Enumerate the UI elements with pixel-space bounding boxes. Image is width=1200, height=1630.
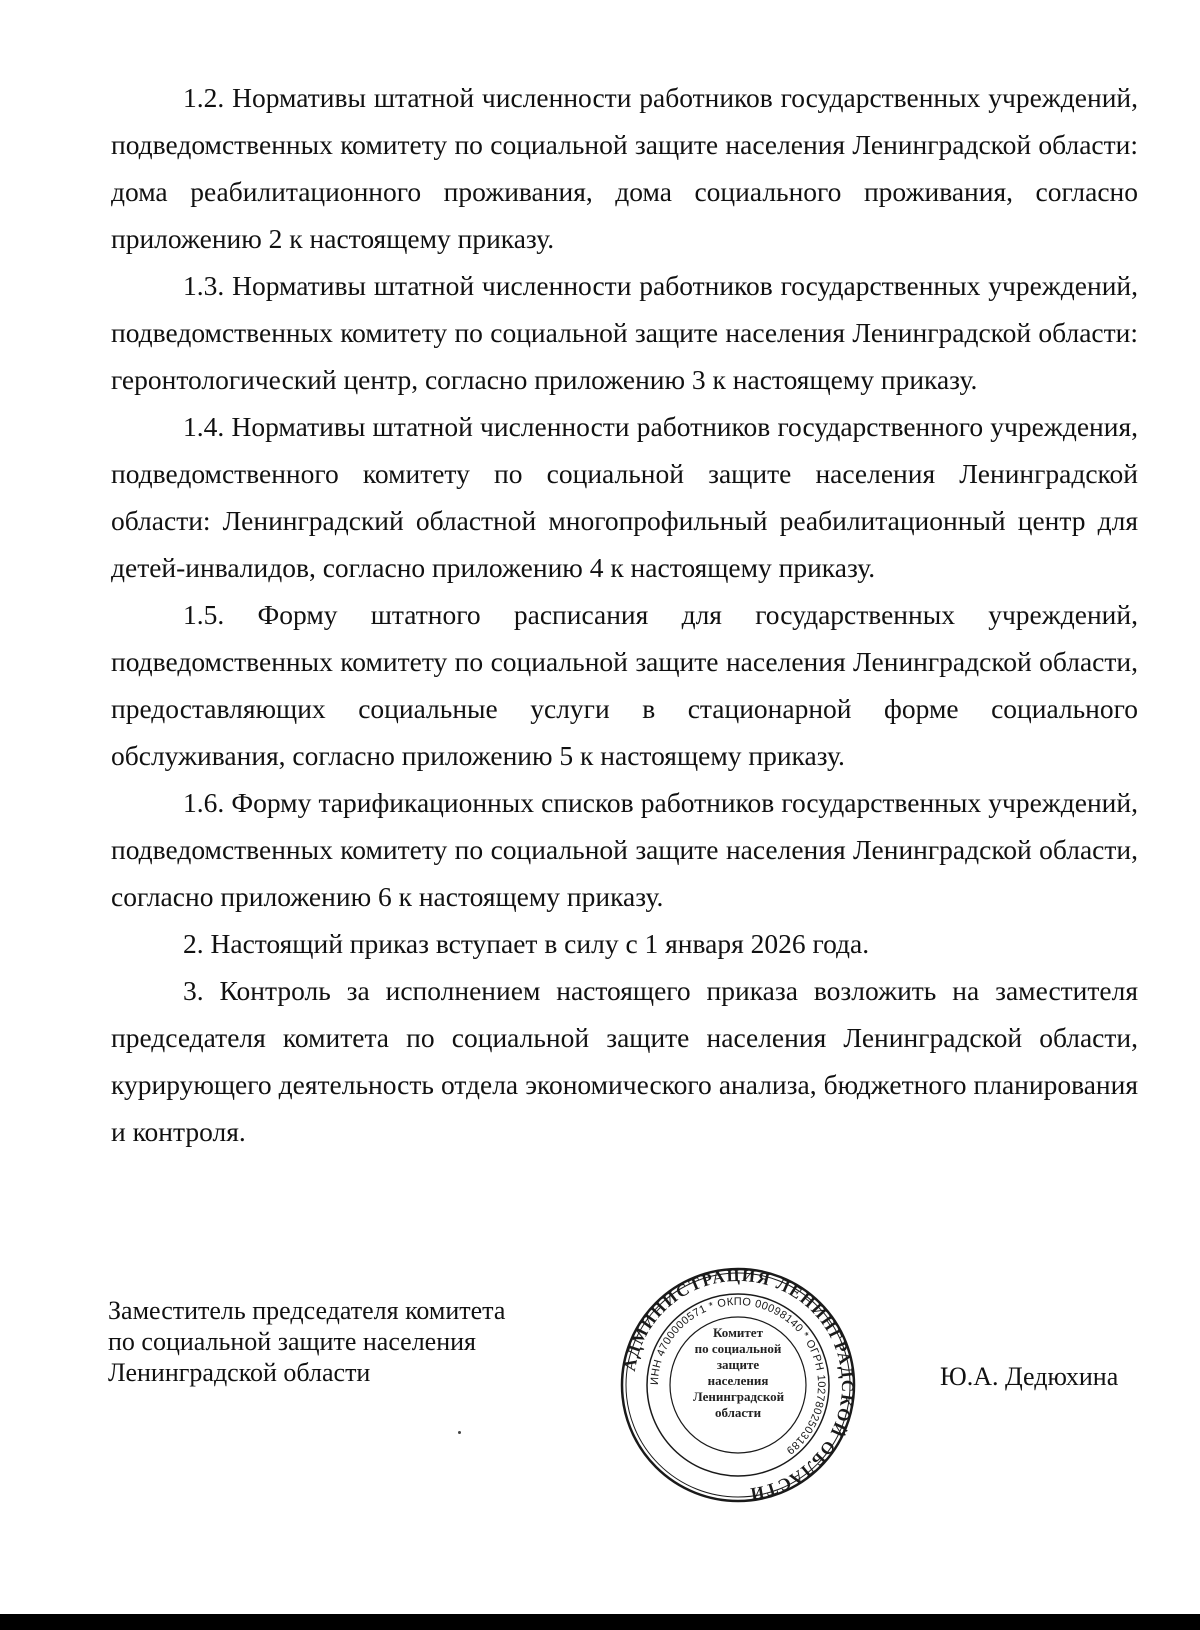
- signatory-position-line: по социальной защите населения: [108, 1327, 477, 1356]
- paragraph-1-3: 1.3. Нормативы штатной численности работников государственных учреждений, подведомственных комитету по социальной защите населения Ленинградской области: геронтологический центр, согласно приложению 3 к настоящему приказу.: [111, 270, 1138, 395]
- seal-center-text: Комитет по социальной защите населения Ленинградской области: [693, 1325, 785, 1420]
- signatory-position-line: Ленинградской области: [108, 1358, 371, 1387]
- paragraph-1-2: 1.2. Нормативы штатной численности работников государственных учреждений, подведомственных комитету по социальной защите населения Ленинградской области: дома реабилитационного проживания, дома социального проживания, согласно приложению 2 к настоящему приказу.: [111, 82, 1138, 254]
- signatory-name: Ю.А. Дедюхина: [940, 1362, 1119, 1391]
- signatory-position-line: Заместитель председателя комитета: [108, 1296, 506, 1325]
- signatory-position: [108, 1295, 505, 1388]
- svg-text:ИНН 4700000571 * ОКПО 00098140: ИНН 4700000571 * ОКПО 00098140 * ОГРН 1027802503189: [648, 1295, 828, 1457]
- scan-speck: [458, 1431, 461, 1434]
- scan-edge-bar: [0, 1614, 1200, 1630]
- svg-text:АДМИНИСТРАЦИЯ ЛЕНИНГРАДСКОЙ ОБ: АДМИНИСТРАЦИЯ ЛЕНИНГРАДСКОЙ ОБЛАСТИ: [619, 1265, 858, 1504]
- paragraph-1-6: 1.6. Форму тарификационных списков работников государственных учреждений, подведомственных комитету по социальной защите населения Ленинградской области, согласно приложению 6 к настоящему приказу.: [111, 787, 1138, 912]
- official-seal: [618, 1265, 858, 1505]
- document-body: [111, 74, 1138, 1155]
- paragraph-2: 2. Настоящий приказ вступает в силу с 1 января 2026 года.: [183, 928, 870, 959]
- paragraph-1-4: 1.4. Нормативы штатной численности работников государственного учреждения, подведомственного комитету по социальной защите населения Ленинградской области: Ленинградский областной многопрофильный реабилитационный центр для детей-инвалидов, согласно приложению 4 к настоящему приказу.: [111, 411, 1138, 583]
- paragraph-3: 3. Контроль за исполнением настоящего приказа возложить на заместителя председателя комитета по социальной защите населения Ленинградской области, курирующего деятельность отдела экономического анализа, бюджетного планирования и контроля.: [111, 975, 1138, 1147]
- paragraph-1-5: 1.5. Форму штатного расписания для государственных учреждений, подведомственных комитету по социальной защите населения Ленинградской области, предоставляющих социальные услуги в стационарной форме социального обслуживания, согласно приложению 5 к настоящему приказу.: [111, 599, 1138, 771]
